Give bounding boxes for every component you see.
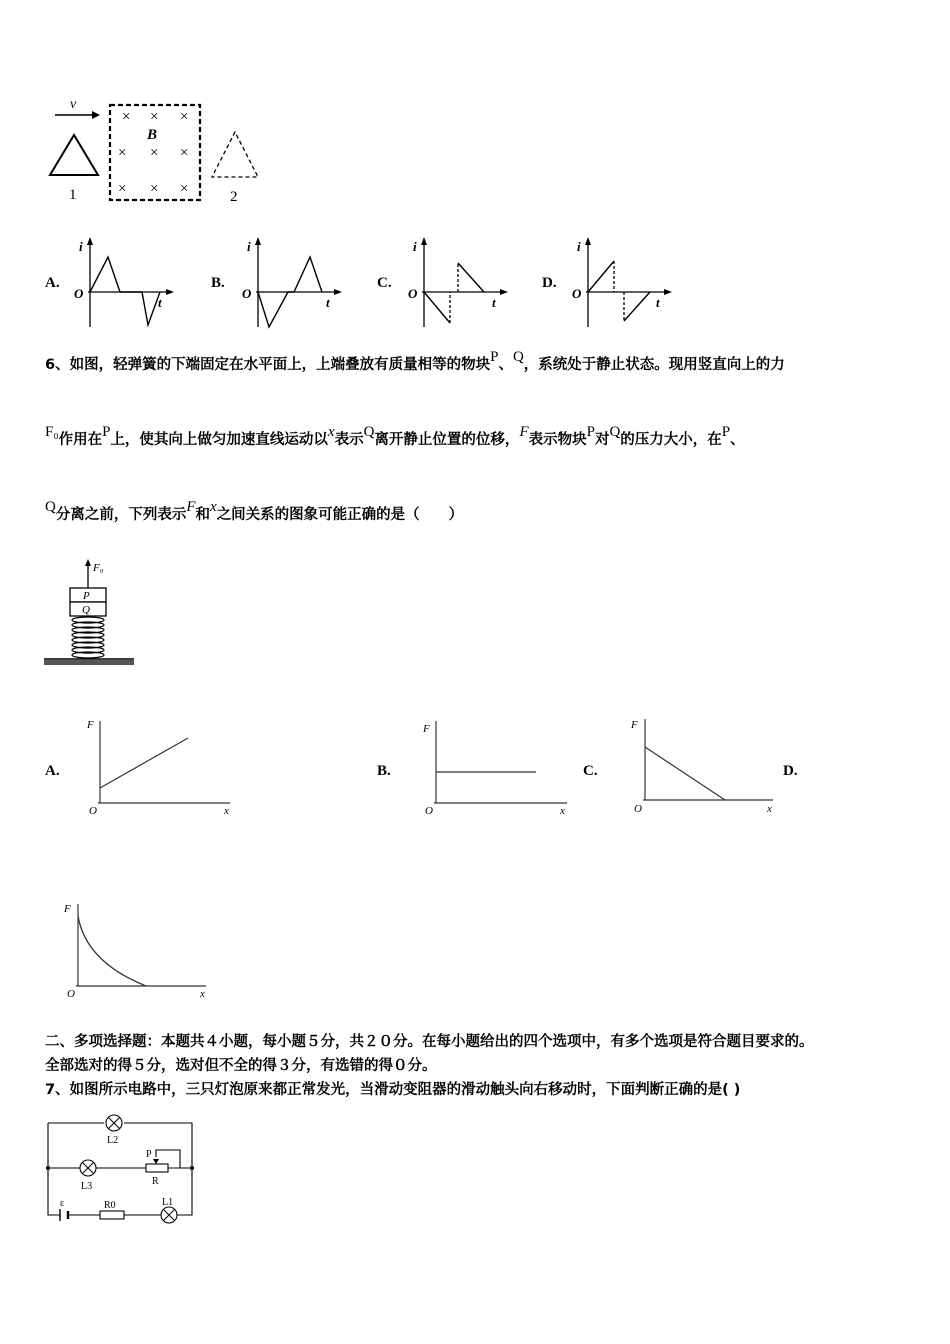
axis-f-label: F [87,719,94,731]
lamp-l1-label: L1 [162,1197,174,1208]
q6-text: 的压力大小，在 [620,432,722,448]
axis-o-label: O [572,286,582,301]
axis-x-label: x [767,803,772,815]
t-axis-arrow [334,289,342,295]
q6-option-a-letter: A. [45,763,60,779]
q6-text: 表示物块 [528,432,587,448]
current-curve [458,263,484,292]
current-curve [588,261,614,292]
axis-i-label: i [577,239,581,254]
q5-option-d-graph [568,235,678,330]
slider-p-label: P [146,1149,152,1160]
lamp-l3-label: L3 [81,1181,93,1192]
q7-text: 7、如图所示电路中，三只灯泡原来都正常发光，当滑动变阻器的滑动触头向右移动时，下面判断正确的是( ) [45,1082,741,1098]
force-curve-decaying [78,916,146,986]
q6-text: 分离之前，下列表示 [55,507,187,523]
junction-dot [190,1166,194,1170]
velocity-arrowhead [92,111,100,119]
field-cross: × [180,145,189,161]
resistor-r0 [100,1211,124,1219]
var-p: P [102,424,111,440]
q6-text: 和 [195,507,211,523]
block-p-label: P [83,590,90,602]
axis-f-label: F [631,719,638,731]
field-label: B [147,127,158,143]
q6-text: 6、如图，轻弹簧的下端固定在水平面上，上端叠放有质量相等的物块 [45,357,491,373]
var-x: x [210,499,217,515]
q6-option-d-graph [58,898,218,1003]
t-axis-arrow [664,289,672,295]
t-axis-arrow [500,289,508,295]
axis-x-label: x [224,805,229,817]
q6-line-1 [45,349,785,375]
q5-option-c-letter: C. [377,275,392,291]
i-axis-arrow [87,237,93,245]
q6-spring-figure [40,558,140,673]
field-cross: × [118,181,127,197]
var-q: Q [609,424,621,440]
field-cross: × [118,145,127,161]
q6-text: 表示 [334,432,364,448]
t-axis-arrow [166,289,174,295]
battery-emf-label: ε [60,1198,65,1209]
field-cross: × [150,109,159,125]
force-label: F₀ [93,562,104,574]
var-f: F [519,424,529,440]
axis-t-label: t [656,295,660,310]
force-line-increasing [100,738,188,788]
q6-text: 上，使其向上做匀加速直线运动以 [110,432,328,448]
current-curve [90,257,160,325]
q5-option-b-letter: B. [211,275,225,291]
axis-o-label: O [634,803,642,815]
triangle-label-2: 2 [230,189,238,205]
junction-dot [46,1166,50,1170]
q6-line-3 [45,499,464,525]
axis-o-label: O [425,805,433,817]
velocity-label: v [70,97,77,112]
triangle-loop-2 [212,132,258,177]
lamp-l3 [80,1160,96,1176]
axis-o-label: O [89,805,97,817]
lamp-l2 [106,1115,122,1131]
spring-coil [72,617,104,658]
field-cross: × [150,181,159,197]
block-q-label: Q [82,604,90,616]
axis-o-label: O [242,286,252,301]
var-p: P [490,349,499,365]
var-f: F [186,499,196,515]
resistor-r0-label: R0 [104,1200,116,1211]
q6-separator: 、 [498,357,513,373]
q6-option-b-graph [412,715,577,820]
q5-option-c-graph [404,235,514,330]
q6-option-a-graph [80,715,245,820]
q7-circuit-diagram [40,1110,205,1225]
q6-text: 对 [594,432,610,448]
field-cross: × [150,145,159,161]
q6-text: 之间关系的图象可能正确的是（ ） [216,507,464,523]
rheostat-slider-p [153,1159,159,1164]
lamp-l1 [161,1207,177,1223]
q6-separator: 、 [730,432,745,448]
axis-t-label: t [158,295,162,310]
q6-text: 作用在 [58,432,103,448]
triangle-label-1: 1 [69,187,77,203]
q5-loop-field-figure [40,95,280,210]
rheostat-r-label: R [152,1176,159,1187]
q5-option-b-graph [238,235,348,330]
var-f0: F₀ [45,424,59,440]
axis-t-label: t [492,295,496,310]
axis-f-label: F [64,903,71,915]
var-q: Q [45,499,56,515]
var-p: P [721,424,731,440]
i-axis-arrow [585,237,591,245]
current-curve [424,292,450,323]
triangle-loop-1 [50,135,98,175]
section2-heading-line-2: 全部选对的得５分，选对但不全的得３分，有选错的得０分。 [45,1058,437,1074]
q5-option-a-graph [70,235,180,330]
field-cross: × [180,109,189,125]
lamp-l2-label: L2 [107,1135,119,1146]
q6-option-c-letter: C. [583,763,598,779]
force-line-decreasing [645,747,725,800]
section2-heading-line-1: 二、多项选择题：本题共４小题，每小题５分，共２０分。在每小题给出的四个选项中，有多个选项是符合题目要求的。 [45,1034,814,1050]
axis-t-label: t [326,295,330,310]
axis-x-label: x [560,805,565,817]
axis-i-label: i [247,239,251,254]
q5-option-a-letter: A. [45,275,60,291]
force-arrowhead [85,559,91,566]
axis-i-label: i [79,239,83,254]
field-cross: × [180,181,189,197]
q6-option-b-letter: B. [377,763,391,779]
q6-text: ，系统处于静止状态。现用竖直向上的力 [523,357,785,373]
q6-text: 离开静止位置的位移， [374,432,520,448]
i-axis-arrow [255,237,261,245]
i-axis-arrow [421,237,427,245]
axis-o-label: O [408,286,418,301]
axis-i-label: i [413,239,417,254]
q5-option-d-letter: D. [542,275,557,291]
axis-o-label: O [67,988,75,1000]
rheostat-r [146,1164,168,1172]
q6-option-c-graph [615,715,780,820]
var-q: Q [363,424,375,440]
axis-f-label: F [423,723,430,735]
field-cross: × [122,109,131,125]
var-q: Q [512,349,524,365]
var-p: P [586,424,595,440]
q6-line-2 [45,424,745,450]
ground-hatch [44,660,134,665]
q6-option-d-letter: D. [783,763,798,779]
axis-o-label: O [74,286,84,301]
axis-x-label: x [200,988,205,1000]
current-curve [624,292,650,321]
var-x: x [327,424,335,440]
